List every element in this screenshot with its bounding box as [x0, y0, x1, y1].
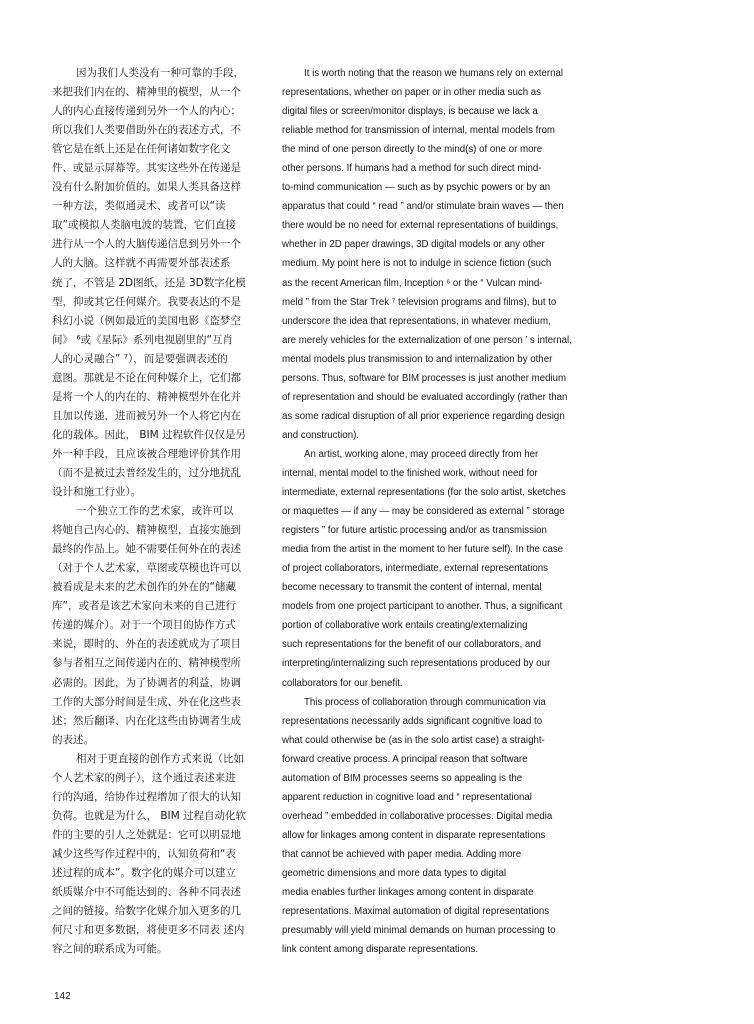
zh-line: 型，抑或其它任何媒介。我要表达的不是 — [52, 295, 241, 308]
en-line: the mind of one person directly to the mind(s) of one or more — [282, 144, 543, 156]
en-line: other persons. If humans had a method for such direct mind- — [282, 163, 542, 175]
en-line: It is worth noting that the reason we humans rely on external — [304, 68, 564, 79]
zh-line: 人的内心直接传递到另外一个人的内心； — [52, 105, 241, 118]
en-line: representations necessarily adds significant cognitive load to — [282, 715, 543, 727]
zh-line: 外一种手段，且应该被合理地评价其作用 — [52, 447, 241, 460]
en-line: and construction). — [282, 429, 360, 441]
en-line: allow for linkages among content in disparate representations — [282, 829, 546, 841]
en-line: mental models plus transmission to and internalization by other — [282, 353, 553, 365]
en-line: internal, mental model to the finished work, without need for — [282, 467, 538, 479]
zh-line: 人的大脑。这样就不再需要外部表述系 — [52, 257, 231, 270]
zh-line: 没有什么附加价值的。如果人类具备这样 — [52, 181, 241, 194]
zh-line: 相对于更直接的创作方式来说（比如 — [76, 752, 244, 765]
en-line: interpreting/internalizing such representations produced by our — [282, 658, 551, 670]
en-line: apparatus that could “ read ” and/or stimulate brain waves — then — [282, 201, 564, 213]
zh-line: 取”或模拟人类脑电波的装置，它们直接 — [52, 219, 236, 232]
en-line: medium. My point here is not to indulge in science fiction (such — [282, 258, 552, 270]
en-line: there would be no need for external representations of buildings, — [282, 220, 559, 232]
en-line: such representations for the benefit of our collaborators, and — [282, 639, 542, 651]
en-line: that cannot be achieved with paper media. Adding more — [282, 848, 522, 860]
zh-line: 件、或显示屏幕等。其实这些外在传递是 — [52, 162, 241, 175]
en-line: of project collaborators, intermediate, external representations — [282, 563, 549, 575]
zh-line: 来说，即时的、外在的表述就成为了项目 — [52, 638, 241, 651]
zh-line: 的表述。 — [52, 733, 94, 746]
en-line: portion of collaborative work entails creating/externalizing — [282, 620, 528, 632]
en-line: models from one project participant to another. Thus, a significant — [282, 601, 563, 613]
en-line: presumably will yield minimal demands on human processing to — [282, 925, 556, 937]
zh-line: 参与者相互之间传递内在的、精神模型所 — [52, 657, 241, 670]
en-line: reliable method for transmission of internal, mental models from — [282, 125, 555, 137]
en-line: intermediate, external representations (for the solo artist, sketches — [282, 487, 566, 499]
en-line: underscore the idea that representations, in whatever medium, — [282, 315, 551, 327]
en-line: meld ” from the Star Trek ⁷ television programs and films), but to — [282, 296, 557, 308]
zh-line: 库”，或者是该艺术家向未来的自己进行 — [52, 600, 236, 613]
en-line: automation of BIM processes seems so appealing is the — [282, 772, 523, 784]
zh-line: 因为我们人类没有一种可靠的手段， — [76, 67, 244, 79]
zh-line: 必需的。因此，为了协调者的利益，协调 — [52, 676, 241, 689]
zh-line: （对于个人艺术家，草图或草模也许可以 — [52, 562, 241, 575]
en-line: digital files or screen/monitor displays, is because we lack a — [282, 106, 538, 118]
zh-line: 最终的作品上。她不需要任何外在的表述 — [52, 543, 241, 556]
zh-line: 容之间的联系成为可能。 — [52, 943, 168, 956]
en-line: to-mind communication — such as by psychic powers or by an — [282, 182, 551, 194]
en-line: apparent reduction in cognitive load and “ representational — [282, 791, 532, 803]
zh-line: 一个独立工作的艺术家，或许可以 — [76, 505, 234, 518]
zh-line: 工作的大部分时间是生成、外在化这些表 — [52, 695, 241, 708]
en-line: become necessary to transmit the content of internal, mental — [282, 582, 542, 594]
en-line: representations. Maximal automation of digital representations — [282, 906, 550, 918]
en-line: what could otherwise be (as in the solo artist case) a straight- — [282, 734, 545, 746]
zh-line: 一种方法，类似通灵术、或者可以“读 — [52, 200, 226, 213]
chinese-text-column — [52, 64, 264, 959]
en-line: whether in 2D paper drawings, 3D digital models or any other — [282, 239, 545, 251]
en-line: are merely vehicles for the externalization of one person ’ s internal, — [282, 334, 572, 346]
zh-line: 意图。那就是不论在何种媒介上，它们都 — [52, 371, 241, 384]
zh-line: 间》 ⁶或《星际》系列电视剧里的“互肖 — [52, 333, 233, 346]
zh-line: 纸质媒介中不可能达到的、各种不同表述 — [52, 886, 241, 899]
en-line: media from the artist in the moment to her future self). In the case — [282, 544, 564, 556]
zh-line: 所以我们人类要借助外在的表述方式，不 — [52, 124, 241, 137]
zh-line: 被看成是未来的艺术创作的外在的“储藏 — [52, 581, 236, 594]
zh-line: 何尺寸和更多数据，将使更多不同表 述内 — [52, 924, 245, 937]
en-line: of representation and should be evaluated accordingly (rather than — [282, 391, 568, 403]
en-line: This process of collaboration through communication via — [304, 696, 546, 708]
zh-line: 设计和施工行业）。 — [52, 486, 142, 499]
zh-line: 是将一个人的内在的、精神模型外在化并 — [52, 390, 241, 403]
zh-line: 行的沟通，给协作过程增加了很大的认知 — [52, 790, 241, 803]
zh-line: 且加以传递，进而被另外一个人将它内在 — [52, 409, 241, 422]
en-line: as some radical disruption of all prior experience regarding design — [282, 410, 565, 422]
zh-line: 个人艺术家的例子），这个通过表述来进 — [52, 771, 236, 784]
en-line: persons. Thus, software for BIM processes is just another medium — [282, 372, 567, 384]
zh-line: 管它是在纸上还是在任何诸如数字化文 — [52, 143, 231, 156]
zh-line: 进行从一个人的大脑传递信息到另外一个 — [52, 238, 241, 251]
zh-line: 将她自己内心的、精神模型，直接实施到 — [52, 524, 241, 537]
en-line: An artist, working alone, may proceed directly from her — [304, 448, 539, 460]
zh-line: 述；然后翻译、内在化这些由协调者生成 — [52, 714, 241, 727]
page-number: 142 — [54, 991, 71, 1002]
zh-line: 科幻小说（例如最近的美国电影《盗梦空 — [52, 314, 241, 327]
en-line: overhead ” embedded in collaborative processes. Digital media — [282, 810, 553, 822]
en-line: or maquettes — if any — may be considered as external ” storage — [282, 506, 565, 518]
zh-line: 减少这些写作过程中的，认知负荷和“表 — [52, 847, 236, 860]
zh-line: 负荷。也就是为什么， BIM 过程自动化软 — [52, 809, 247, 822]
en-line: registers ” for future artistic processing and/or as transmission — [282, 525, 547, 537]
en-line: media enables further linkages among content in disparate — [282, 887, 534, 899]
zh-line: （而不是被过去普经发生的，过分地扰乱 — [52, 466, 241, 479]
en-line: geometric dimensions and more data types to digital — [282, 867, 507, 879]
en-line: link content among disparate representations. — [282, 944, 479, 956]
en-line: collaborators for our benefit. — [282, 677, 403, 689]
zh-line: 述过程的成本”。数字化的媒介可以建立 — [52, 866, 236, 879]
zh-line: 化的载体。因此， BIM 过程软件仅仅是另 — [52, 428, 247, 441]
english-text-column — [282, 64, 702, 959]
zh-line: 之间的链接。给数字化媒介加入更多的几 — [52, 905, 241, 918]
en-line: representations, whether on paper or in other media such as — [282, 87, 542, 99]
zh-line: 人的心灵融合” ⁷），而是要强调表述的 — [52, 352, 228, 365]
zh-line: 来把我们内在的、精神里的模型，从一个 — [52, 86, 241, 99]
zh-line: 件的主要的引人之处就是：它可以明显地 — [52, 828, 241, 841]
en-line: as the recent American film, Inception ⁶ or the “ Vulcan mind- — [282, 277, 543, 289]
zh-line: 传递的媒介）。对于一个项目的协作方式 — [52, 619, 236, 632]
en-line: forward creative process. A principal reason that software — [282, 753, 528, 765]
zh-line: 统了，不管是 2D图纸，还是 3D数字化模 — [52, 276, 246, 289]
